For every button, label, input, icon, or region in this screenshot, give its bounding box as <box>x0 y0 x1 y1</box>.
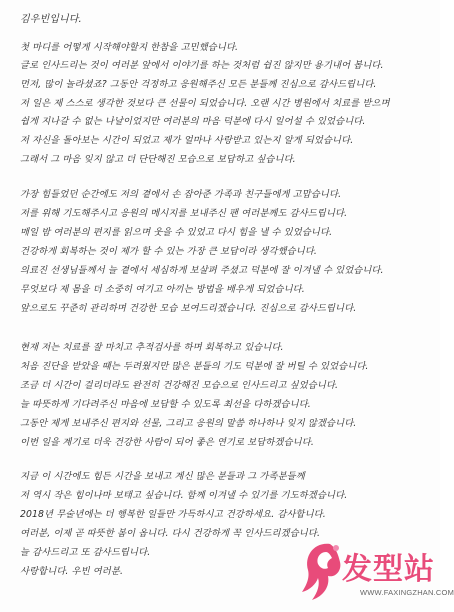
letter-line: 매일 밤 여러분의 편지를 읽으며 웃을 수 있었고 다시 힘을 낼 수 있었습니다. <box>20 227 333 238</box>
letter-line: 저를 위해 기도해주시고 응원의 메시지를 보내주신 팬 여러분께도 감사드립니다. <box>20 208 348 219</box>
letter-greeting: 김우빈입니다. <box>20 14 82 25</box>
watermark-text: 发型站 <box>342 552 435 587</box>
letter-line: 조금 더 시간이 걸리더라도 완전히 건강해진 모습으로 인사드리고 싶었습니다. <box>20 380 339 391</box>
letter-line: 무엇보다 제 몸을 더 소중히 여기고 아끼는 방법을 배우게 되었습니다. <box>20 284 305 295</box>
letter-line: 가장 힘들었던 순간에도 저의 곁에서 손 잡아준 가족과 친구들에게 고맙습니다. <box>20 189 342 200</box>
letter-line: 글로 인사드리는 것이 여러분 앞에서 이야기를 하는 것처럼 쉽진 않지만 용기내어 봅니다. <box>20 60 384 71</box>
letter-line: 저 일은 제 스스로 생각한 것보다 큰 선물이 되었습니다. 오랜 시간 병원에서 치료를 받으며 <box>20 98 390 109</box>
woman-profile-logo-icon <box>300 538 348 604</box>
letter-line: 쉽게 지나갈 수 없는 나날이었지만 여러분의 마음 덕분에 다시 일어설 수 있었습니다. <box>20 116 366 127</box>
letter-line: 이번 일을 계기로 더욱 건강한 사람이 되어 좋은 연기로 보답하겠습니다. <box>20 437 314 448</box>
letter-line: 의료진 선생님들께서 늘 곁에서 세심하게 보살펴 주셨고 덕분에 잘 이겨낼 수 있었습니다. <box>20 265 384 276</box>
watermark-url: WWW.FAXINGZHAN.COM <box>360 588 454 597</box>
letter-line: 그동안 제게 보내주신 편지와 선물, 그리고 응원의 말씀 하나하나 잊지 않겠습니다. <box>20 418 357 429</box>
letter-line: 첫 마디를 어떻게 시작해야할지 한참을 고민했습니다. <box>20 42 239 53</box>
letter-line: 저 역시 작은 힘이나마 보태고 싶습니다. 함께 이겨낼 수 있기를 기도하겠습니다. <box>20 490 348 501</box>
letter-line: 여러분, 이제 곧 따뜻한 봄이 옵니다. 다시 건강하게 꼭 인사드리겠습니다. <box>20 528 321 539</box>
letter-line: 먼저, 많이 놀라셨죠? 그동안 걱정하고 응원해주신 모든 분들께 진심으로 감사드립니다. <box>20 79 377 90</box>
letter-line: 그래서 그 마음 잊지 않고 더 단단해진 모습으로 보답하고 싶습니다. <box>20 154 296 165</box>
letter-line: 처음 진단을 받았을 때는 두려웠지만 많은 분들의 기도 덕분에 잘 버틸 수 있었습니다. <box>20 361 369 372</box>
letter-line: 건강하게 회복하는 것이 제가 할 수 있는 가장 큰 보답이라 생각했습니다. <box>20 246 317 257</box>
letter-line: 2018년 무술년에는 더 행복한 일들만 가득하시고 건강하세요. 감사합니다. <box>20 509 326 520</box>
letter-line: 늘 감사드리고 또 감사드립니다. <box>20 547 151 558</box>
letter-line: 저 자신을 돌아보는 시간이 되었고 제가 얼마나 사랑받고 있는지 알게 되었습니다. <box>20 135 354 146</box>
letter-line: 늘 따뜻하게 기다려주신 마음에 보답할 수 있도록 최선을 다하겠습니다. <box>20 399 311 410</box>
letter-line: 현재 저는 치료를 잘 마치고 추적검사를 하며 회복하고 있습니다. <box>20 342 284 353</box>
letter-line: 앞으로도 꾸준히 관리하며 건강한 모습 보여드리겠습니다. 진심으로 감사드립니다. <box>20 303 357 314</box>
site-watermark <box>300 538 454 608</box>
letter-signature: 사랑합니다. 우빈 여러분. <box>20 566 124 577</box>
letter-line: 지금 이 시간에도 힘든 시간을 보내고 계신 많은 분들과 그 가족분들께 <box>20 471 305 482</box>
